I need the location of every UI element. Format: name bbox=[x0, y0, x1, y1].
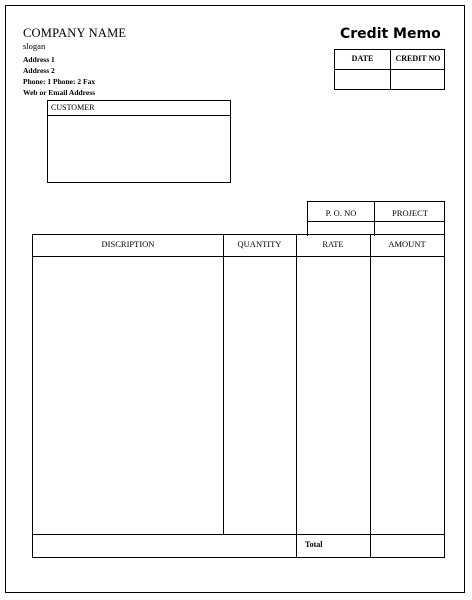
date-label: DATE bbox=[351, 54, 374, 63]
po-divider-horizontal bbox=[308, 221, 444, 222]
customer-value-area[interactable] bbox=[48, 116, 230, 182]
company-slogan: slogan bbox=[23, 41, 46, 51]
date-value-cell[interactable] bbox=[335, 70, 390, 90]
customer-box bbox=[47, 100, 231, 183]
project-label: PROJECT bbox=[392, 208, 428, 218]
total-label: Total bbox=[305, 540, 323, 549]
credit-no-value-cell[interactable] bbox=[391, 70, 445, 90]
po-project-box bbox=[307, 201, 445, 236]
credit-no-label: CREDIT NO bbox=[395, 54, 441, 63]
company-address-1: Address 1 bbox=[23, 55, 55, 64]
column-header-amount: AMOUNT bbox=[388, 239, 426, 249]
column-header-rate: RATE bbox=[322, 239, 344, 249]
company-web-email: Web or Email Address bbox=[23, 88, 96, 97]
items-table bbox=[32, 234, 445, 558]
total-value-cell[interactable] bbox=[371, 535, 444, 557]
po-no-label: P. O. NO bbox=[325, 208, 357, 218]
line-items-area[interactable] bbox=[33, 257, 444, 534]
column-header-description: DISCRIPTION bbox=[101, 239, 155, 249]
company-name: COMPANY NAME bbox=[23, 26, 127, 40]
company-contact-block bbox=[23, 54, 95, 98]
document-title: Credit Memo bbox=[340, 26, 441, 42]
date-credit-no-box bbox=[334, 49, 445, 90]
company-phone-fax: Phone: 1 Phone: 2 Fax bbox=[23, 77, 96, 86]
column-header-quantity: QUANTITY bbox=[237, 239, 282, 249]
customer-label: CUSTOMER bbox=[51, 103, 95, 112]
company-address-2: Address 2 bbox=[23, 66, 55, 75]
